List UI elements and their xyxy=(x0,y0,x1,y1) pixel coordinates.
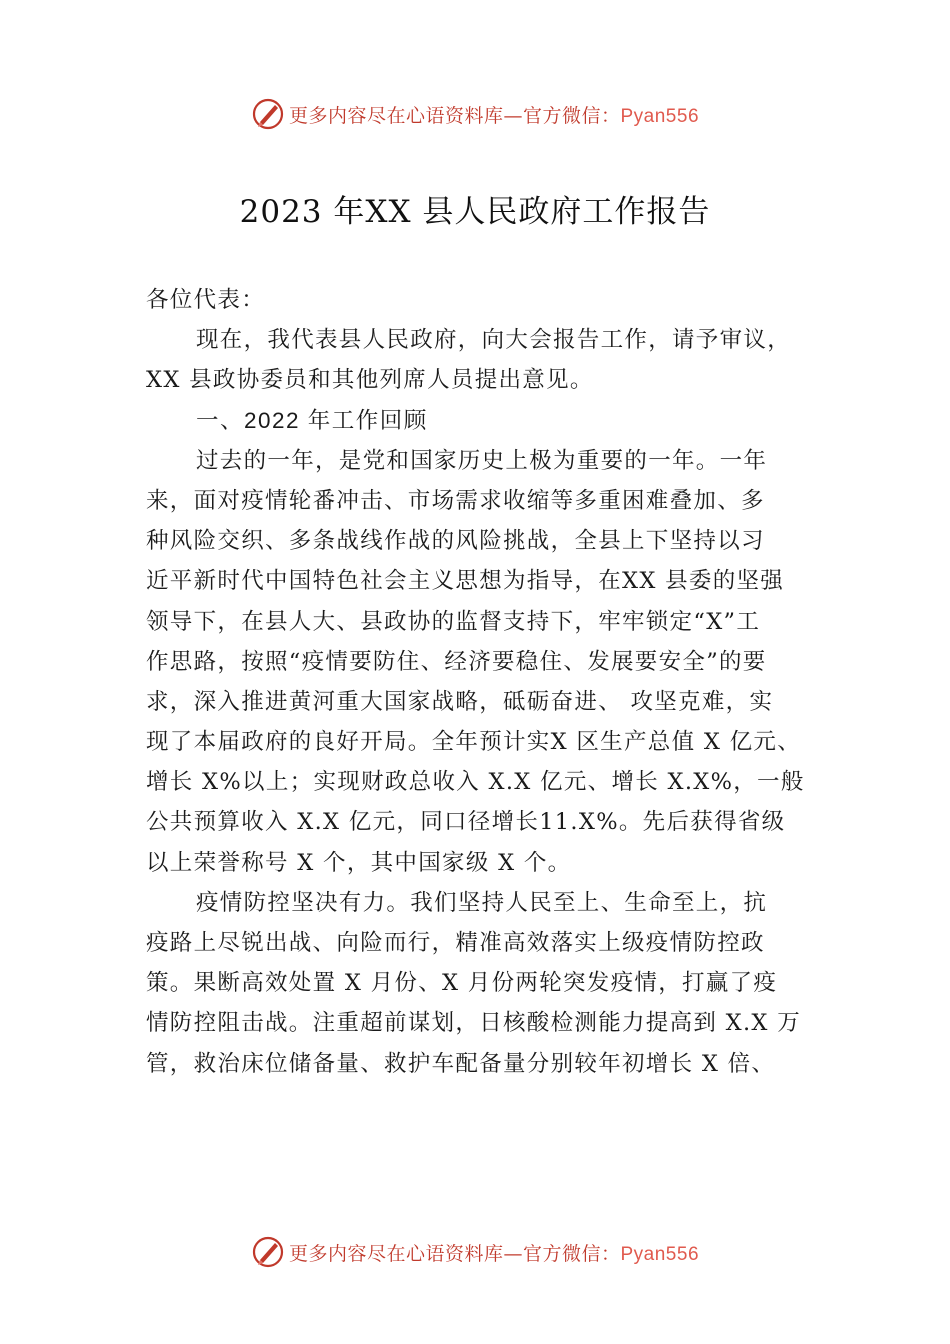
paragraph-line: 增长 X%以上；实现财政总收入 X.X 亿元、增长 X.X%，一般 xyxy=(146,769,805,796)
paragraph-line: 现了本届政府的良好开局。全年预计实X 区生产总值 X 亿元、 xyxy=(146,729,801,756)
paragraph-line: 以上荣誉称号 X 个，其中国家级 X 个。 xyxy=(146,849,572,876)
pen-logo-icon xyxy=(251,97,285,131)
document-body xyxy=(146,280,826,1084)
footer-banner xyxy=(0,1232,950,1272)
section-heading: 一、2022 年工作回顾 xyxy=(196,407,428,433)
paragraph-line: 疫情防控坚决有力。我们坚持人民至上、生命至上，抗 xyxy=(196,889,768,916)
paragraph-line: 作思路，按照“疫情要防住、经济要稳住、发展要安全”的要 xyxy=(146,648,767,675)
paragraph-line: 来，面对疫情轮番冲击、市场需求收缩等多重困难叠加、多 xyxy=(146,487,765,514)
pen-logo-icon xyxy=(251,1235,285,1269)
paragraph-line: 疫路上尽锐出战、向险而行，精准高效落实上级疫情防控政 xyxy=(146,930,765,956)
banner-text: 更多内容尽在心语资料库—官方微信： xyxy=(288,104,621,127)
paragraph-line: 情防控阻击战。注重超前谋划，日核酸检测能力提高到 X.X 万 xyxy=(146,1010,801,1037)
paragraph-line: 公共预算收入 X.X 亿元，同口径增长11.X%。先后获得省级 xyxy=(146,809,786,836)
banner-text: 更多内容尽在心语资料库—官方微信： xyxy=(288,1242,621,1265)
paragraph-line: 求，深入推进黄河重大国家战略，砥砺奋进、 攻坚克难，实 xyxy=(146,688,774,715)
header-banner xyxy=(0,94,950,134)
paragraph-line: 现在，我代表县人民政府，向大会报告工作，请予审议， xyxy=(196,327,792,354)
paragraph-line: XX 县政协委员和其他列席人员提出意见。 xyxy=(146,367,594,394)
paragraph-line: 过去的一年，是党和国家历史上极为重要的一年。一年 xyxy=(196,447,768,474)
paragraph-line: 策。果断高效处置 X 月份、X 月份两轮突发疫情，打赢了疫 xyxy=(146,970,778,997)
paragraph-line: 近平新时代中国特色社会主义思想为指导，在XX 县委的坚强 xyxy=(146,568,785,595)
paragraph-line: 管，救治床位储备量、救护车配备量分别较年初增长 X 倍、 xyxy=(146,1050,776,1077)
document-title: 2023 年XX 县人民政府工作报告 xyxy=(239,194,711,230)
banner-wechat-id: Pyan556 xyxy=(620,1243,700,1265)
paragraph-line: 领导下，在县人大、县政协的监督支持下，牢牢锁定“X”工 xyxy=(146,608,761,635)
banner-wechat-id: Pyan556 xyxy=(620,105,700,127)
salutation: 各位代表： xyxy=(146,287,266,313)
paragraph-line: 种风险交织、多条战线作战的风险挑战，全县上下坚持以习 xyxy=(146,528,765,555)
